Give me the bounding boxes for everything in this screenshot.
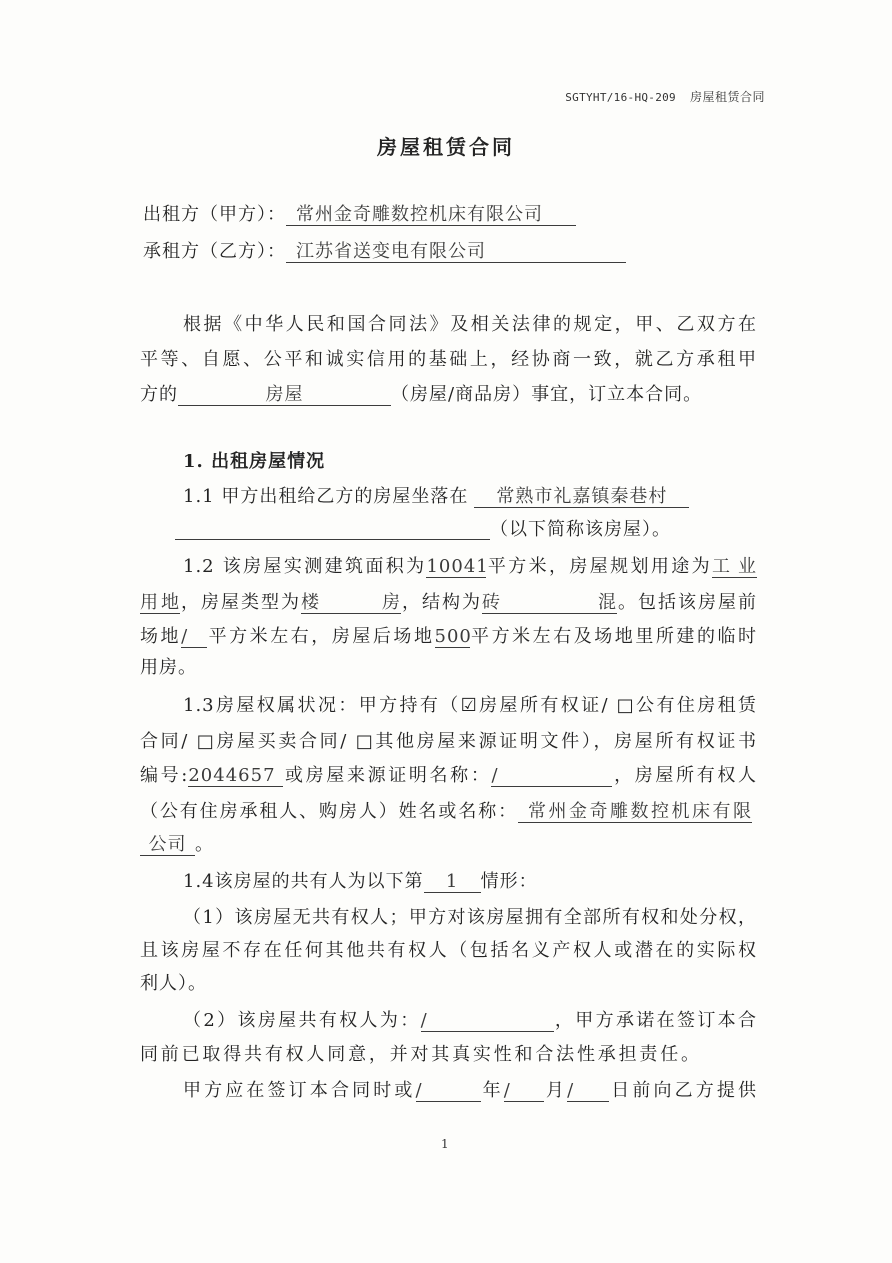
clause-text: 编号: xyxy=(140,765,189,786)
clause-text: 。 xyxy=(195,834,214,855)
clause-text: 平方米左右，房屋后场地 xyxy=(207,626,435,647)
clause-1-3-line-5 xyxy=(140,833,214,857)
clause-1-2-line-3 xyxy=(140,625,757,649)
year-field: / xyxy=(416,1080,481,1102)
clause-text: 平方米左右及场地里所建的临时 xyxy=(469,626,758,647)
clause-text: 。包括该房屋前 xyxy=(617,592,757,613)
location-continuation-blank xyxy=(175,520,490,540)
clause-1-2-line-4: 用房。 xyxy=(140,657,197,678)
location-field: 常熟市礼嘉镇秦巷村 xyxy=(474,486,689,508)
clause-text: 平方米，房屋规划用途为 xyxy=(486,556,712,577)
lessor-name-field: 常州金奇雕数控机床有限公司 xyxy=(286,204,576,226)
building-type-field: 楼房 xyxy=(301,592,401,613)
document-code: SGTYHT/16-HQ-209 xyxy=(565,91,676,104)
owner-name-field: 常州金奇雕数控机床有限 xyxy=(518,801,752,823)
clause-1-3-line-4 xyxy=(140,800,752,824)
case-1-line-1: （1）该房屋无共有权人；甲方对该房屋拥有全部所有权和处分权， xyxy=(183,907,757,928)
lessee-line xyxy=(143,240,626,264)
clause-1-3-line-3 xyxy=(140,764,757,788)
page-title: 房屋租赁合同 xyxy=(377,135,515,159)
case-1-line-3: 利人）。 xyxy=(140,973,207,994)
preamble-line-3 xyxy=(140,383,702,407)
lessor-line xyxy=(143,203,576,227)
front-yard-area-field: / xyxy=(181,626,207,648)
page-number: 1 xyxy=(441,1137,449,1151)
clause-text: ，结构为 xyxy=(401,592,482,613)
clause-text: 日前向乙方提供 xyxy=(609,1080,758,1101)
clause-1-1-line-2 xyxy=(175,518,671,542)
co-owner-field: / xyxy=(421,1010,554,1032)
month-field: / xyxy=(504,1080,544,1102)
property-kind-field: 房屋 xyxy=(178,384,391,406)
clause-text: 甲方应在签订本合同时或 xyxy=(183,1080,416,1101)
planned-use-field-cont: 用地 xyxy=(140,592,180,613)
delivery-line xyxy=(183,1079,757,1103)
section-heading xyxy=(183,450,325,474)
structure-field: 砖混 xyxy=(482,592,617,613)
owner-name-field-cont: 公司 xyxy=(140,834,195,856)
clause-text: ，甲方承诺在签订本合 xyxy=(553,1010,758,1031)
year-label: 年 xyxy=(480,1080,504,1101)
case-2-line-2: 同前已取得共有权人同意，并对其真实性和合法性承担责任。 xyxy=(140,1044,700,1065)
clause-text: 场地 xyxy=(140,626,182,647)
clause-1-1-line-1 xyxy=(183,485,689,509)
clause-1-4-line xyxy=(183,870,538,894)
case-1-line-2: 且该房屋不存在任何其他共有权人（包括名义产权人或潜在的实际权 xyxy=(140,940,757,961)
case-2-line-1 xyxy=(183,1009,757,1033)
month-label: 月 xyxy=(543,1080,568,1101)
clause-1-2-line-2 xyxy=(140,591,757,615)
preamble-line-1: 根据《中华人民和国合同法》及相关法律的规定，甲、乙双方在 xyxy=(183,314,757,335)
planned-use-field: 工业 xyxy=(712,556,757,577)
floor-area-field: 10041 xyxy=(426,556,489,577)
proof-name-field: / xyxy=(491,765,612,787)
header-document-name: 房屋租赁合同 xyxy=(689,90,765,104)
certificate-number-field: 2044657 xyxy=(188,765,283,787)
clause-1-2-line-1 xyxy=(183,555,757,579)
preamble-text: （房屋/商品房）事宜，订立本合同。 xyxy=(391,384,703,405)
clause-text: 或房屋来源证明名称： xyxy=(283,765,492,786)
lessee-name-field: 江苏省送变电有限公司 xyxy=(286,241,626,263)
lessee-label: 承租方（乙方）： xyxy=(143,241,286,262)
clause-text: 1.1 甲方出租给乙方的房屋坐落在 xyxy=(183,486,469,507)
preamble-text: 方的 xyxy=(140,384,178,405)
rear-yard-area-field: 500 xyxy=(434,626,472,647)
section-number: 1. xyxy=(183,451,204,472)
preamble-line-2: 平等、自愿、公平和诚实信用的基础上，经协商一致，就乙方承租甲 xyxy=(140,349,757,370)
clause-text: （公有住房承租人、购房人）姓名或名称： xyxy=(140,801,518,822)
clause-text: 情形： xyxy=(480,871,538,892)
clause-1-3-line-2: 合同/ □房屋买卖合同/ □其他房屋来源证明文件），房屋所有权证书 xyxy=(140,731,757,752)
document-header xyxy=(565,88,765,107)
day-field: / xyxy=(567,1080,609,1102)
clause-text: （以下简称该房屋）。 xyxy=(490,519,671,540)
clause-text: ，房屋类型为 xyxy=(180,592,301,613)
clause-text: 1.4该房屋的共有人为以下第 xyxy=(183,871,424,892)
clause-1-3-line-1: 1.3房屋权属状况：甲方持有（☑房屋所有权证/ □公有住房租赁 xyxy=(183,695,757,716)
clause-text: （2）该房屋共有权人为： xyxy=(183,1010,421,1031)
lessor-label: 出租方（甲方）： xyxy=(143,204,286,225)
section-title: 出租房屋情况 xyxy=(211,451,326,472)
clause-text: 1.2 该房屋实测建筑面积为 xyxy=(183,556,427,577)
clause-text: ，房屋所有权人 xyxy=(612,765,757,786)
co-owner-case-field: 1 xyxy=(424,871,481,893)
